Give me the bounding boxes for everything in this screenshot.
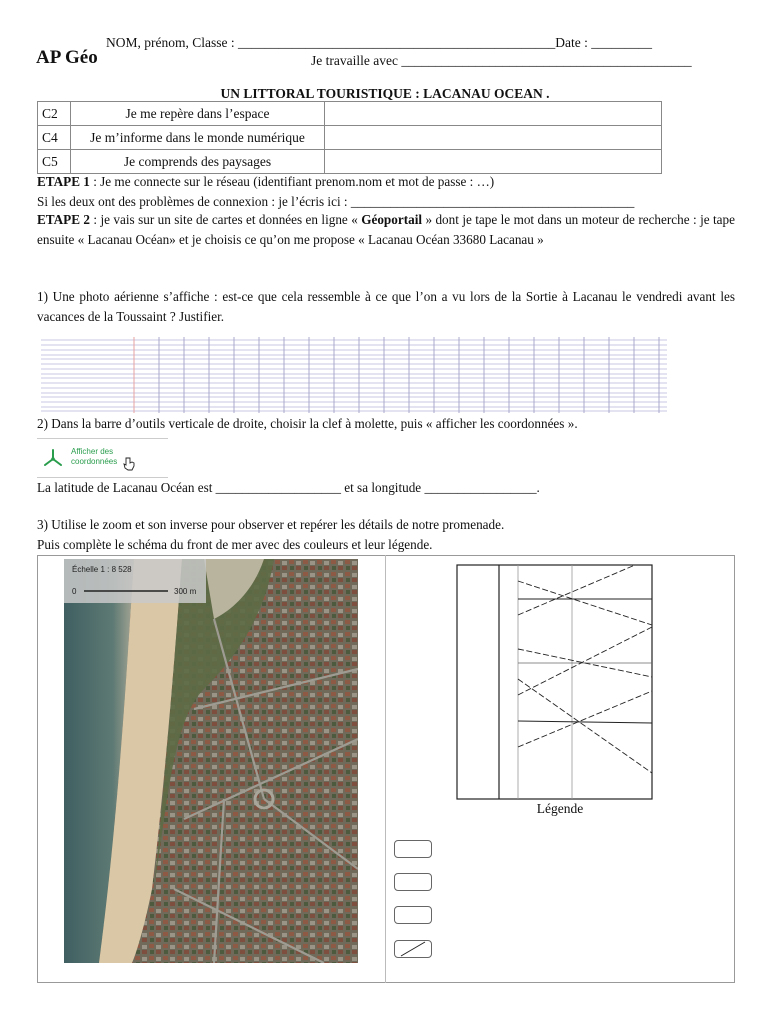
etape2-text-end: » dont je tape le mot dans un moteur de recherche : je tape ensuite « Lacanau Océan» et je choisis ce qu’on me propose « Lacanau Océan 33680 Lacanau » <box>37 212 735 247</box>
connection-problem-line: Si les deux ont des problèmes de connexion : je l’écris ici : ___________________________________________ <box>37 194 635 209</box>
legend-box-3[interactable] <box>394 906 432 924</box>
answer-grid[interactable] <box>41 337 667 413</box>
question-1: 1) Une photo aérienne s’affiche : est-ce que cela ressemble à ce que l’on a vu lors de la Sortie à Lacanau le vendredi avant les vacances de la Toussaint ? Justifier. <box>37 289 735 324</box>
button-label-line: Afficher des <box>71 447 114 456</box>
seafront-diagram[interactable] <box>455 563 655 801</box>
aerial-photo-drawing <box>64 559 358 963</box>
competence-label: Je m’informe dans le monde numérique <box>71 126 325 150</box>
question-3-line1: 3) Utilise le zoom et son inverse pour observer et repérer les détails de notre promenade. <box>37 517 505 532</box>
page-title: AP Géo <box>36 47 98 68</box>
etape1-paragraph <box>37 172 735 212</box>
latitude-longitude-line: La latitude de Lacanau Océan est ___________________ et sa longitude _________________. <box>37 480 540 495</box>
question-3 <box>37 515 735 555</box>
name-class-date-line: NOM, prénom, Classe : _______________________________________________Date : _________ <box>106 35 652 50</box>
map-scale-text: Échelle 1 : 8 528 <box>72 565 132 574</box>
legend-box-2[interactable] <box>394 873 432 891</box>
legend-title: Légende <box>536 801 584 816</box>
competence-code: C2 <box>38 102 71 126</box>
show-coordinates-label <box>71 447 117 467</box>
partner-line: Je travaille avec ___________________________________________ <box>311 53 692 68</box>
hatch-icon <box>395 941 431 957</box>
table-row <box>38 102 662 126</box>
question-2: 2) Dans la barre d’outils verticale de droite, choisir la clef à molette, puis « afficher les coordonnées ». <box>37 416 578 431</box>
competence-evaluation-cell[interactable] <box>325 102 662 126</box>
competence-code: C5 <box>38 150 71 174</box>
button-label-line: coordonnées <box>71 457 118 466</box>
etape2-label: ETAPE 2 <box>37 212 90 227</box>
legend-box-1[interactable] <box>394 840 432 858</box>
etape2-paragraph <box>37 210 735 250</box>
show-coordinates-button[interactable] <box>37 438 168 478</box>
scale-start: 0 <box>72 587 77 596</box>
table-row <box>38 150 662 174</box>
legend-box-hatched[interactable] <box>394 940 432 958</box>
coordinates-icon <box>41 447 65 471</box>
competence-evaluation-cell[interactable] <box>325 150 662 174</box>
etape1-label: ETAPE 1 <box>37 174 90 189</box>
competence-label: Je comprends des paysages <box>71 150 325 174</box>
table-row <box>38 126 662 150</box>
question-3-line2: Puis complète le schéma du front de mer avec des couleurs et leur légende. <box>37 537 433 552</box>
competence-table <box>37 101 662 174</box>
worksheet-title: UN LITTORAL TOURISTIQUE : LACANAU OCEAN . <box>220 86 550 101</box>
competence-evaluation-cell[interactable] <box>325 126 662 150</box>
hand-cursor-icon <box>123 457 135 471</box>
competence-code: C4 <box>38 126 71 150</box>
frame-divider <box>385 555 386 983</box>
geoportail-word: Géoportail <box>361 212 423 227</box>
aerial-photo[interactable] <box>64 559 358 963</box>
scale-end: 300 m <box>174 587 197 596</box>
competence-label: Je me repère dans l’espace <box>71 102 325 126</box>
etape2-text: : je vais sur un site de cartes et données en ligne « <box>90 212 362 227</box>
etape1-text: : Je me connecte sur le réseau (identifiant prenom.nom et mot de passe : …) <box>89 174 495 189</box>
